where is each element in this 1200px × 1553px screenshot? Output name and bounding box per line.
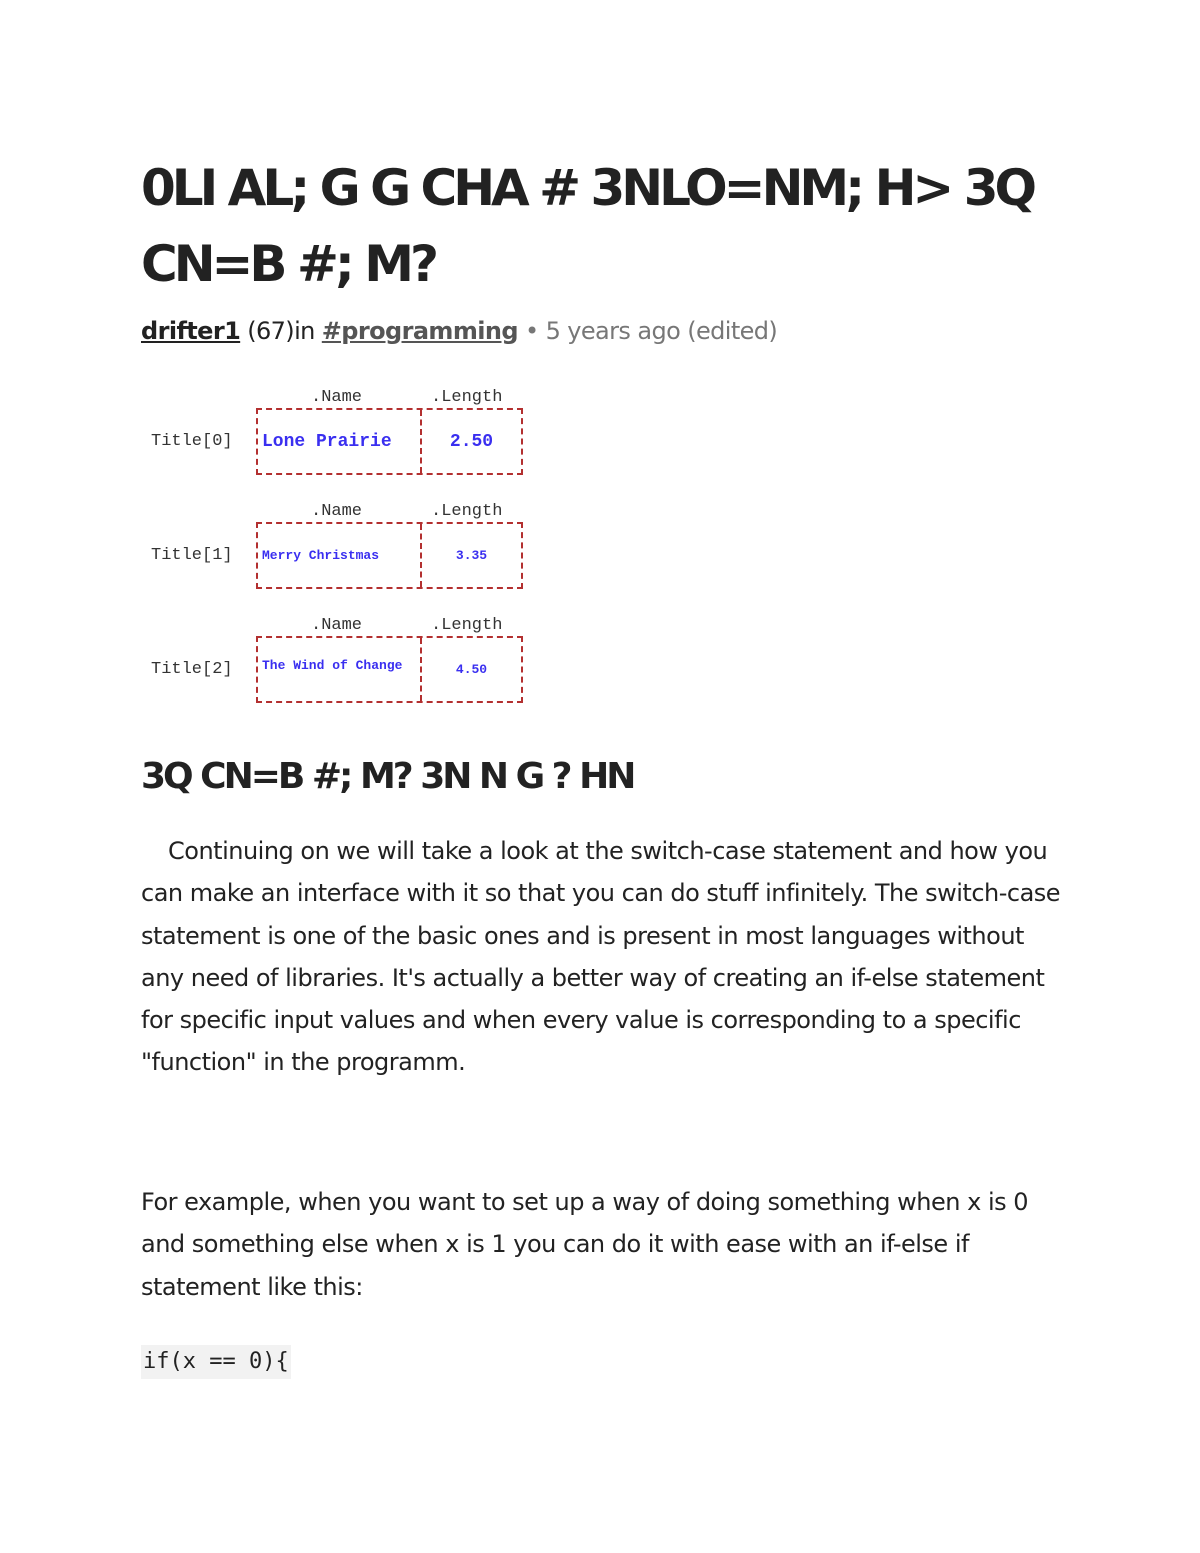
- tag-link[interactable]: #programming: [321, 317, 518, 345]
- author-reputation: (67): [247, 317, 295, 345]
- column-header-length: .Length: [431, 388, 503, 407]
- array-row: [141, 498, 541, 606]
- cell-name-value: Lone Prairie: [262, 431, 392, 452]
- meta-separator: •: [524, 317, 539, 345]
- column-header-length: .Length: [431, 502, 503, 521]
- array-row: [141, 612, 541, 720]
- author-link[interactable]: drifter1: [141, 317, 241, 345]
- array-element-label: Title[2]: [151, 660, 233, 679]
- struct-cell: [256, 522, 523, 589]
- example-paragraph: For example, when you want to set up a way of doing something when x is 0 and something else when x is 1 you can do it with ease with an if-else if statement like this:: [141, 1188, 1029, 1301]
- cell-length-value: 2.50: [449, 431, 494, 452]
- cell-name-value: The Wind of Change: [262, 658, 403, 673]
- code-snippet: if(x == 0){: [141, 1345, 291, 1379]
- struct-cell: [256, 636, 523, 703]
- intro-paragraph: Continuing on we will take a look at the switch-case statement and how you can make an interface with it so that you can do stuff infinitely. The switch-case statement is one of the basic ones and is present in most languages without any need of libraries. It's actually a better way of creating an if-else statement for specific input values and when every value is corresponding to a specific "function" in the programm.: [141, 837, 1061, 1077]
- cell-length-value: 3.35: [455, 548, 488, 563]
- post-age: 5 years ago (edited): [545, 317, 778, 345]
- struct-array-diagram: [141, 384, 541, 714]
- cell-length-value: 4.50: [455, 662, 488, 677]
- struct-cell: [256, 408, 523, 475]
- array-row: [141, 384, 541, 492]
- post-title: 0LI AL; G G CHA # 3NLO=NM; H> 3Q CN=B #; M?: [141, 159, 1034, 293]
- column-header-name: .Name: [311, 502, 363, 521]
- post-meta: [141, 314, 777, 348]
- column-header-name: .Name: [311, 616, 363, 635]
- array-element-label: Title[1]: [151, 546, 233, 565]
- column-header-name: .Name: [311, 388, 363, 407]
- in-label: in: [294, 317, 315, 345]
- column-header-length: .Length: [431, 616, 503, 635]
- cell-name-value: Merry Christmas: [262, 548, 380, 563]
- array-element-label: Title[0]: [151, 432, 233, 451]
- section-heading: 3Q CN=B #; M? 3N N G ? HN: [141, 756, 634, 797]
